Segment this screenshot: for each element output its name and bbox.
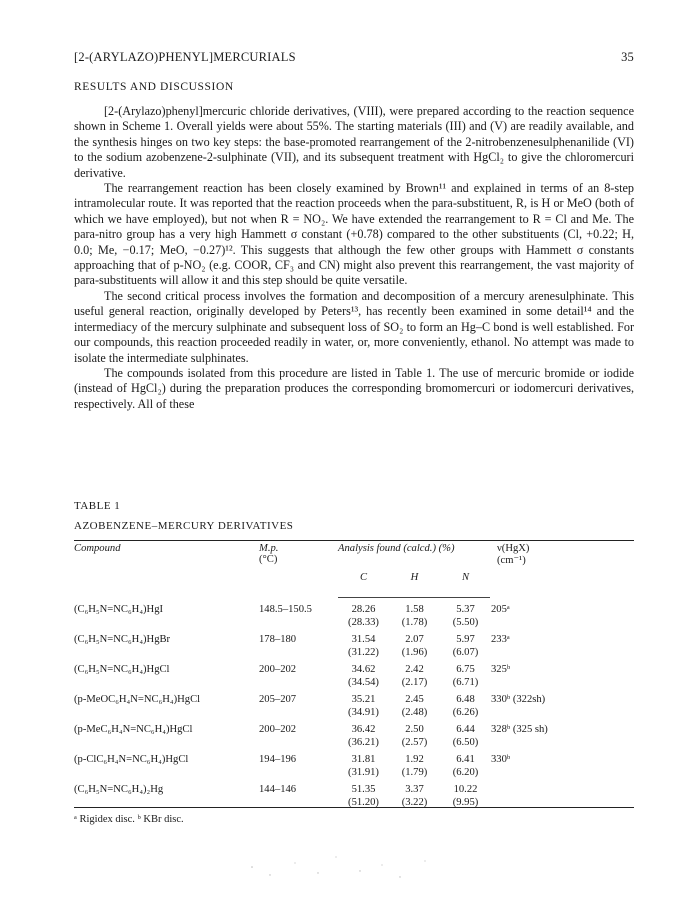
cell-carbon-calcd: (34.54) [348,677,379,688]
table-bottom-rule [74,807,634,808]
cell-compound: (C₆H₅N=NC₆H₄)₂Hg [74,784,164,795]
cell-melting-point: 148.5–150.5 [259,604,312,615]
cell-nitrogen-found: 6.48 [456,694,475,705]
cell-hydrogen-found: 3.37 [405,784,424,795]
scan-noise [240,845,440,885]
cell-nitrogen-calcd: (6.20) [452,767,479,778]
paragraph: The rearrangement reaction has been closely examined by Brown¹¹ and explained in terms of an 8-step intramolecular route. It was reported that the reaction proceeds when the para-substituent, R, is H or MeO (both of which we have employed), but not when R = NO₂. We have extended the rearrangement to R = Cl and Me. The para-nitro group has a very high Hammett σ constant (+0.78) compared to the other substituents (Cl, +0.22; H, 0.0; Me, −0.17; MeO, −0.27)¹². This suggests that although the few other groups with Hammett σ constants approaching that of p-NO₂ (e.g. COOR, CF₃ and CN) might also prevent this rearrangement, the vast majority of para-substituents will allow it and this step should be quite versatile. [74,181,634,288]
cell-nitrogen [440,593,491,633]
cell-hgx-stretch: 205ᵃ [491,604,510,615]
cell-nitrogen-calcd: (6.07) [452,647,479,658]
cell-carbon-found: 31.81 [351,754,376,765]
cell-melting-point: 200–202 [259,724,297,735]
header-nu: ν(HgX) (cm⁻¹) [497,543,530,566]
cell-hydrogen-found: 1.92 [405,754,424,765]
cell-nitrogen [440,663,491,693]
cell-nitrogen-calcd: (9.95) [452,797,479,808]
cell-carbon-found: 36.42 [351,724,376,735]
cell-hgx-stretch [491,783,634,813]
cell-carbon [338,593,389,633]
cell-nitrogen [440,723,491,753]
cell-carbon-found: 28.26 [351,604,376,615]
cell-hydrogen-calcd: (2.17) [401,677,428,688]
table-label: TABLE 1 [74,500,121,512]
cell-carbon-calcd: (31.91) [348,767,379,778]
body-text [74,104,634,412]
running-head-title: [2-(ARYLAZO)PHENYL]MERCURIALS [74,50,296,64]
header-mp: M.p. (°C) [259,543,279,565]
cell-melting-point: 205–207 [259,694,297,705]
cell-nitrogen-calcd: (6.50) [452,737,479,748]
cell-hydrogen-calcd: (3.22) [401,797,428,808]
header-analysis: Analysis found (calcd.) (%) C H N [338,543,491,593]
cell-hgx-stretch: 325ᵇ [491,664,511,675]
cell-hgx-stretch: 233ᵃ [491,634,510,645]
cell-nitrogen-calcd: (5.50) [452,617,479,628]
cell-hgx-stretch: 328ᵇ (325 sh) [491,724,548,735]
paragraph: The compounds isolated from this procedure are listed in Table 1. The use of mercuric bromide or iodide (instead of HgCl₂) during the preparation produces the corresponding bromomercuri or iodomercuri derivatives, respectively. All of these [74,365,634,411]
cell-carbon-found: 34.62 [351,664,376,675]
cell-hydrogen-calcd: (1.79) [401,767,428,778]
cell-hydrogen [389,753,440,783]
table-title: AZOBENZENE–MERCURY DERIVATIVES [74,520,294,532]
cell-hydrogen-found: 2.07 [405,634,424,645]
table-row [74,723,634,753]
table-row [74,663,634,693]
cell-hydrogen [389,593,440,633]
cell-nitrogen-found: 6.44 [456,724,475,735]
cell-carbon [338,753,389,783]
cell-hydrogen-found: 2.50 [405,724,424,735]
section-heading: RESULTS AND DISCUSSION [74,81,234,93]
cell-hydrogen [389,633,440,663]
cell-compound: (p-MeC₆H₄N=NC₆H₄)HgCl [74,724,193,735]
cell-nitrogen-found: 5.37 [456,604,475,615]
cell-hydrogen-found: 1.58 [405,604,424,615]
cell-compound: (C₆H₅N=NC₆H₄)HgI [74,604,164,615]
cell-nitrogen-found: 10.22 [453,784,478,795]
table-row [74,633,634,663]
cell-melting-point: 178–180 [259,634,297,645]
cell-hydrogen [389,663,440,693]
cell-nitrogen [440,753,491,783]
table-footnote: ᵃ Rigidex disc. ᵇ KBr disc. [74,814,184,825]
cell-hydrogen-calcd: (2.48) [401,707,428,718]
cell-melting-point: 200–202 [259,664,297,675]
table-top-rule [74,540,634,541]
cell-carbon-calcd: (34.91) [348,707,379,718]
cell-hydrogen-found: 2.42 [405,664,424,675]
cell-compound: (C₆H₅N=NC₆H₄)HgCl [74,664,170,675]
page-number: 35 [621,50,634,64]
cell-carbon-calcd: (36.21) [348,737,379,748]
cell-hydrogen-calcd: (1.78) [401,617,428,628]
cell-carbon-found: 31.54 [351,634,376,645]
header-compound: Compound [74,543,121,554]
cell-compound: (p-MeOC₆H₄N=NC₆H₄)HgCl [74,694,201,705]
cell-melting-point: 144–146 [259,784,297,795]
cell-hgx-stretch: 330ᵇ (322sh) [491,694,546,705]
cell-carbon [338,663,389,693]
data-table [74,543,634,813]
table-row [74,783,634,813]
cell-nitrogen-calcd: (6.71) [452,677,479,688]
cell-hydrogen [389,723,440,753]
cell-hydrogen [389,783,440,813]
cell-nitrogen-found: 6.41 [456,754,475,765]
cell-carbon-calcd: (31.22) [348,647,379,658]
cell-hydrogen-found: 2.45 [405,694,424,705]
header-h: H [410,572,419,583]
running-head [74,50,634,65]
table-row [74,693,634,723]
cell-carbon [338,693,389,723]
header-c: C [359,572,368,583]
cell-nitrogen [440,693,491,723]
cell-hydrogen-calcd: (1.96) [401,647,428,658]
cell-carbon [338,723,389,753]
cell-nitrogen-calcd: (6.26) [452,707,479,718]
cell-melting-point: 194–196 [259,754,297,765]
cell-nitrogen-found: 5.97 [456,634,475,645]
cell-carbon [338,783,389,813]
table-row [74,593,634,633]
cell-carbon-found: 35.21 [351,694,376,705]
paragraph: The second critical process involves the formation and decomposition of a mercury arenesulphinate. This useful general reaction, originally developed by Peters¹³, has recently been examined in some detail¹⁴ and the intermediacy of the mercury sulphinate and subsequent loss of SO₂ to form an Hg–C bond is well established. For our compounds, this reaction proceeded readily in water, or, more conveniently, ethanol. No attempt was made to isolate the intermediate sulphinates. [74,288,634,365]
table-row [74,753,634,783]
cell-compound: (C₆H₅N=NC₆H₄)HgBr [74,634,171,645]
cell-hgx-stretch: 330ᵇ [491,754,511,765]
cell-hydrogen-calcd: (2.57) [401,737,428,748]
cell-carbon-found: 51.35 [351,784,376,795]
cell-hydrogen [389,693,440,723]
paragraph: [2-(Arylazo)phenyl]mercuric chloride derivatives, (VIII), were prepared according to the reaction sequence shown in Scheme 1. Overall yields were about 55%. The starting materials (III) and (V) are readily available, and the synthesis hinges on two key steps: the base-promoted rearrangement of the 2-nitrobenzenesulphenanilide (VI) to the sodium azobenzene-2-sulphinate (VII), and its subsequent treatment with HgCl₂ to give the chloromercuri derivative. [74,104,634,180]
cell-nitrogen [440,633,491,663]
cell-compound: (p-ClC₆H₄N=NC₆H₄)HgCl [74,754,189,765]
header-n: N [461,572,470,583]
cell-nitrogen [440,783,491,813]
cell-carbon-calcd: (28.33) [348,617,379,628]
cell-carbon [338,633,389,663]
cell-nitrogen-found: 6.75 [456,664,475,675]
cell-carbon-calcd: (51.20) [348,797,379,808]
